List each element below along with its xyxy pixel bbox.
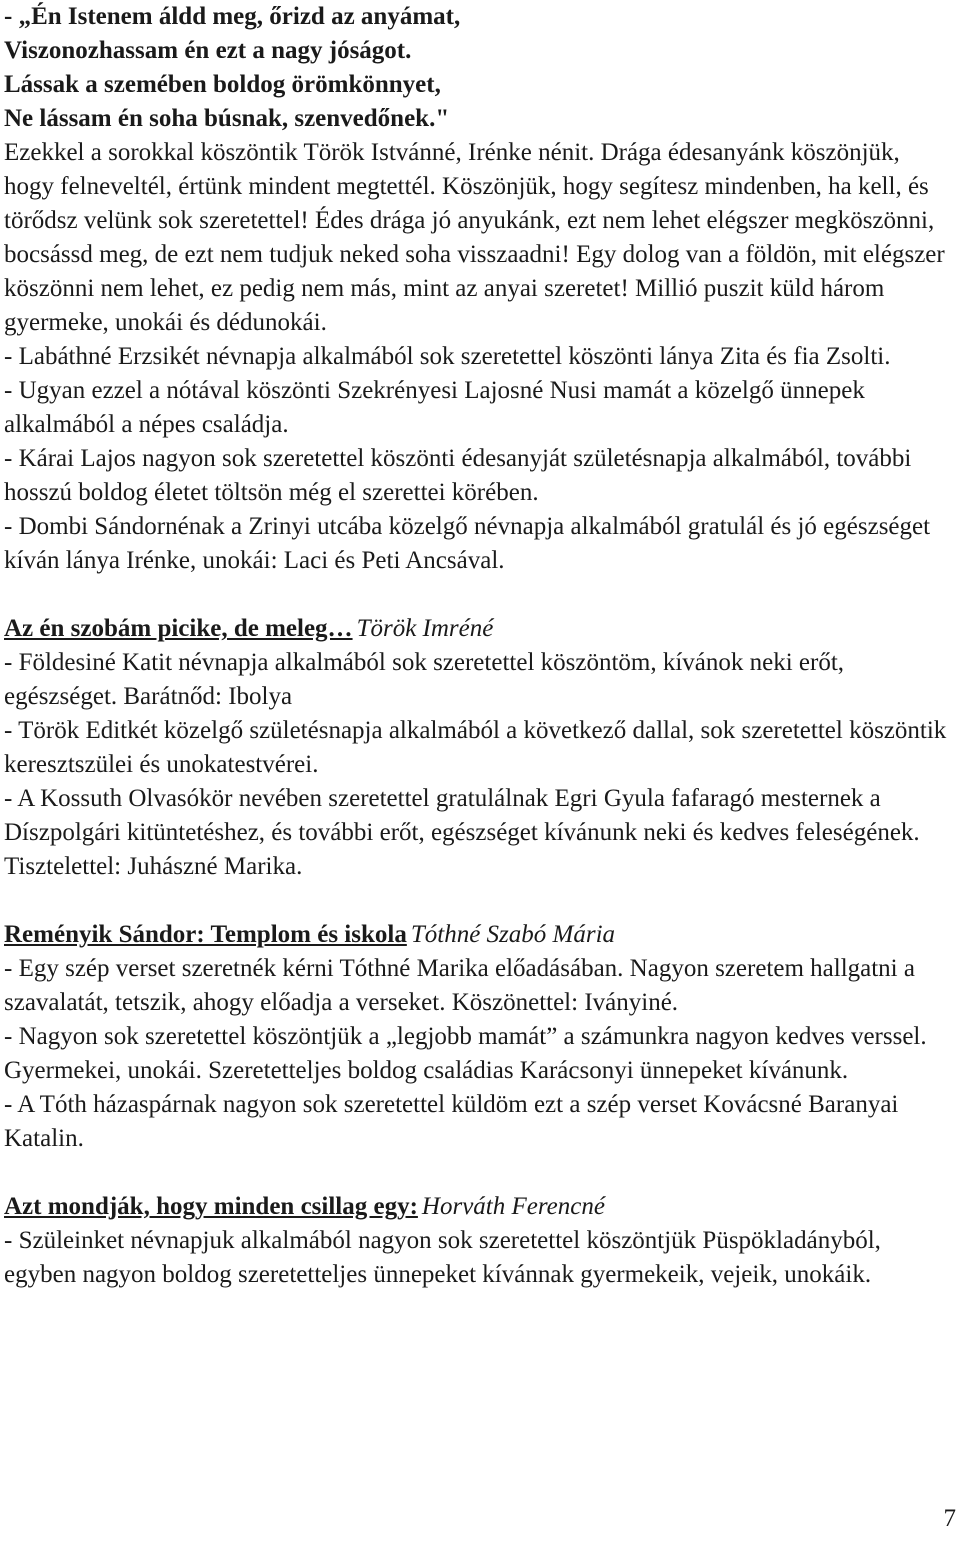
greeting-paragraph: - Földesiné Katit névnapja alkalmából sok szeretettel köszöntöm, kívánok neki erőt, egészséget. Barátnőd: Ibolya [4,649,845,710]
song-section-3 [4,1190,956,1292]
poem-line: Lássak a szemében boldog örömkönnyet, [4,71,441,98]
greeting-paragraph: - A Kossuth Olvasókör nevében szeretettel gratulálnak Egri Gyula fafaragó mesternek a Díszpolgári kitüntetéshez, és további erőt, egészséget kívánunk neki és kedves feleségének. Tisztelettel: Juhászné Marika. [4,785,920,880]
greetings-block [4,136,956,578]
song-title: Azt mondják, hogy minden csillag egy: [4,1193,418,1220]
song-section-2 [4,918,956,1156]
poem-line: Viszonozhassam én ezt a nagy jóságot. [4,37,412,64]
song-title: Az én szobám picike, de meleg… [4,615,353,642]
song-heading [4,612,956,646]
greeting-paragraph: - Egy szép verset szeretnék kérni Tóthné Marika előadásában. Nagyon szeretem hallgatni a szavalatát, tetszik, ahogy előadja a verseket. Köszönettel: Iványiné. [4,955,915,1016]
poem-line: - „Én Istenem áldd meg, őrizd az anyámat, [4,3,461,30]
song-title: Reményik Sándor: Templom és iskola [4,921,407,948]
song-section-1 [4,612,956,884]
song-heading [4,1190,956,1224]
greeting-paragraph: - Labáthné Erzsikét névnapja alkalmából sok szeretettel köszönti lánya Zita és fia Zsolti. [4,343,891,370]
greeting-paragraph: - A Tóth házaspárnak nagyon sok szeretettel küldöm ezt a szép verset Kovácsné Baranyai Katalin. [4,1091,899,1152]
poem-block [4,0,956,136]
song-author: Horváth Ferencné [421,1193,605,1220]
greeting-paragraph: - Török Editkét közelgő születésnapja alkalmából a következő dallal, sok szeretettel köszöntik keresztszülei és unokatestvérei. [4,717,947,778]
document-page [4,0,956,1292]
song-author: Tóthné Szabó Mária [410,921,616,948]
song-author: Török Imréné [356,615,494,642]
greeting-paragraph: - Szüleinket névnapjuk alkalmából nagyon sok szeretettel köszöntjük Püspökladányból, egyben nagyon boldog szeretetteljes ünnepeket kívánnak gyermekeik, vejeik, unokáik. [4,1227,881,1288]
poem-line: Ne lássam én soha búsnak, szenvedőnek." [4,105,450,132]
greeting-paragraph: - Ugyan ezzel a nótával köszönti Szekrényesi Lajosné Nusi mamát a közelgő ünnepek alkalmából a népes családja. [4,377,865,438]
page-number: 7 [943,1505,956,1532]
greeting-paragraph: Ezekkel a sorokkal köszöntik Török Istvánné, Irénke nénit. Drága édesanyánk köszönjük, hogy felneveltél, értünk mindent megtettél. Köszönjük, hogy segítesz mindenben, ha kell, és törődsz velünk sok szeretettel! Édes drága jó anyukánk, ezt nem lehet elégszer megköszönni, bocsássd meg, de ezt nem tudjuk neked soha visszaadni! Egy dolog van a földön, mit elégszer köszönni nem lehet, ez pedig nem más, mint az anyai szeretet! Millió puszit küld három gyermeke, unokái és dédunokái. [4,139,945,336]
song-heading [4,918,956,952]
greeting-paragraph: - Kárai Lajos nagyon sok szeretettel köszönti édesanyját születésnapja alkalmából, további hosszú boldog életet töltsön még el szerettei körében. [4,445,912,506]
greeting-paragraph: - Dombi Sándornénak a Zrinyi utcába közelgő névnapja alkalmából gratulál és jó egészséget kíván lánya Irénke, unokái: Laci és Peti Ancsával. [4,513,931,574]
greeting-paragraph: - Nagyon sok szeretettel köszöntjük a „legjobb mamát” a számunkra nagyon kedves verssel. Gyermekei, unokái. Szeretetteljes boldog családias Karácsonyi ünnepeket kívánunk. [4,1023,927,1084]
